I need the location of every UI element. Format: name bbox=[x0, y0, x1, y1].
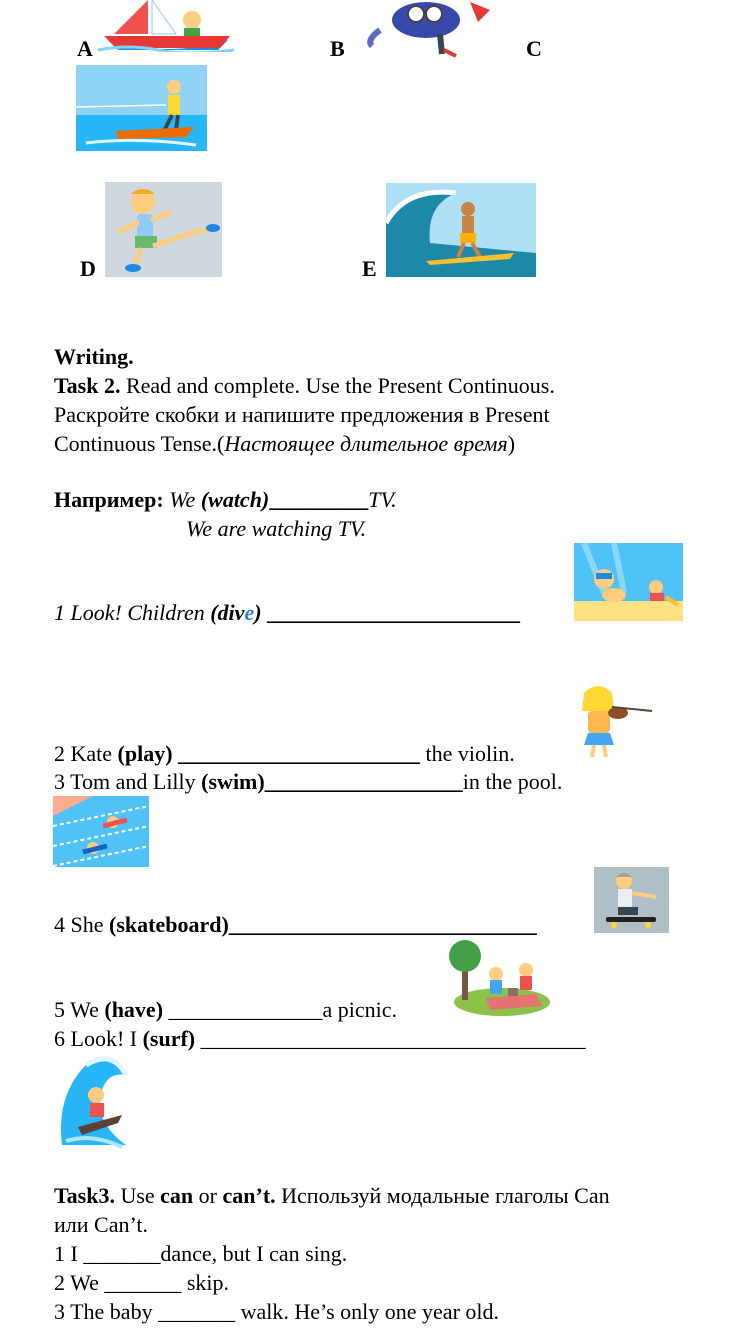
sentence-6-blank: ___________________________________ bbox=[195, 1026, 586, 1051]
task2-russian-text-1: Раскройте скобки и напишите предложения в Present bbox=[54, 402, 550, 427]
sentence-4 bbox=[54, 910, 537, 939]
sentence-3-suffix: in the pool. bbox=[462, 769, 563, 794]
picture-label-a: A bbox=[77, 36, 93, 61]
picnic-picture bbox=[446, 940, 551, 1018]
example-verb: (watch) bbox=[200, 487, 270, 512]
sentence-3-verb: (swim) bbox=[201, 769, 265, 794]
picture-label-e: E bbox=[362, 256, 377, 281]
task3-can: can bbox=[160, 1183, 194, 1208]
children-diving-picture bbox=[574, 543, 683, 621]
swimming-pool-picture bbox=[53, 796, 149, 867]
sentence-5-verb: (have) bbox=[104, 997, 164, 1022]
diver-picture bbox=[360, 0, 494, 58]
sentence-4-verb: (skateboard) bbox=[109, 912, 229, 937]
task3-instruction bbox=[54, 1181, 610, 1210]
sentence-2-verb: (play) bbox=[117, 741, 173, 766]
waterskiing-picture bbox=[76, 65, 207, 151]
task3-item-1 bbox=[54, 1239, 347, 1268]
sentence-1-prefix: 1 Look! Children bbox=[54, 600, 211, 625]
sentence-2-prefix: 2 Kate bbox=[54, 741, 118, 766]
example-answer-line bbox=[186, 514, 366, 543]
sentence-3-prefix: 3 Tom and Lilly bbox=[54, 769, 202, 794]
task3-item-3-text: 3 The baby _______ walk. He’s only one year old. bbox=[54, 1299, 500, 1324]
example-tv: TV. bbox=[368, 487, 397, 512]
task2-russian-italic: Настоящее длительное время bbox=[224, 431, 508, 456]
example-line bbox=[54, 485, 397, 514]
task2-instruction bbox=[54, 371, 555, 400]
sentence-5-suffix: a picnic. bbox=[322, 997, 398, 1022]
sentence-1-blank: _______________________ bbox=[261, 600, 521, 625]
picture-label-d: D bbox=[80, 256, 96, 281]
sentence-2-blank: ______________________ bbox=[172, 741, 421, 766]
sentence-1-verb-b: ) bbox=[254, 600, 262, 625]
example-answer: We are watching TV. bbox=[186, 516, 367, 541]
sentence-2-suffix: the violin. bbox=[420, 741, 515, 766]
task3-cant: can’t. bbox=[222, 1183, 276, 1208]
sentence-1-verb-a: (div bbox=[210, 600, 245, 625]
surfer-picture bbox=[386, 183, 536, 277]
writing-heading-text: Writing. bbox=[54, 344, 134, 369]
task3-item-2 bbox=[54, 1268, 229, 1297]
skateboard-picture bbox=[594, 867, 669, 933]
sentence-6-prefix: 6 Look! I bbox=[54, 1026, 143, 1051]
task3-instruction-line-2 bbox=[54, 1210, 148, 1239]
example-blank: _________ bbox=[269, 487, 369, 512]
sailboat-picture bbox=[98, 0, 234, 52]
task3-text-b: or bbox=[193, 1183, 223, 1208]
sentence-5 bbox=[54, 995, 397, 1024]
writing-heading bbox=[54, 342, 134, 371]
task3-text-a: Use bbox=[114, 1183, 161, 1208]
task3-item-3 bbox=[54, 1297, 499, 1326]
sentence-5-prefix: 5 We bbox=[54, 997, 105, 1022]
sentence-4-blank: ____________________________ bbox=[228, 912, 537, 937]
task3-text-c: Используй модальные глаголы Can bbox=[275, 1183, 610, 1208]
girl-violin-picture bbox=[568, 683, 654, 763]
sentence-3 bbox=[54, 767, 562, 796]
sentence-3-blank: __________________ bbox=[264, 769, 463, 794]
example-we: We bbox=[169, 487, 201, 512]
sentence-5-blank: ______________ bbox=[163, 997, 323, 1022]
task2-text: Read and complete. Use the Present Continuous. bbox=[120, 373, 555, 398]
sentence-6 bbox=[54, 1024, 586, 1053]
task3-item-2-text: 2 We _______ skip. bbox=[54, 1270, 230, 1295]
sentence-1 bbox=[54, 598, 520, 627]
sentence-4-prefix: 4 She bbox=[54, 912, 109, 937]
picture-label-c: C bbox=[526, 36, 542, 61]
task2-russian-line-2 bbox=[54, 429, 515, 458]
task2-russian-line-1 bbox=[54, 400, 550, 429]
task3-line-2-text: или Can’t. bbox=[54, 1212, 149, 1237]
task2-russian-text-2a: Continuous Tense.( bbox=[54, 431, 225, 456]
sentence-2 bbox=[54, 739, 515, 768]
boy-surfing-wave-picture bbox=[56, 1055, 130, 1152]
task3-label: Task3. bbox=[54, 1183, 115, 1208]
task3-item-1-text: 1 I _______dance, but I can sing. bbox=[54, 1241, 348, 1266]
picture-label-b: B bbox=[330, 36, 345, 61]
task2-russian-text-2b: ) bbox=[507, 431, 516, 456]
example-label: Например: bbox=[54, 487, 164, 512]
sentence-1-verb-e: e bbox=[244, 600, 255, 625]
running-boy-picture bbox=[105, 182, 222, 277]
sentence-6-verb: (surf) bbox=[142, 1026, 196, 1051]
task2-label: Task 2. bbox=[54, 373, 121, 398]
